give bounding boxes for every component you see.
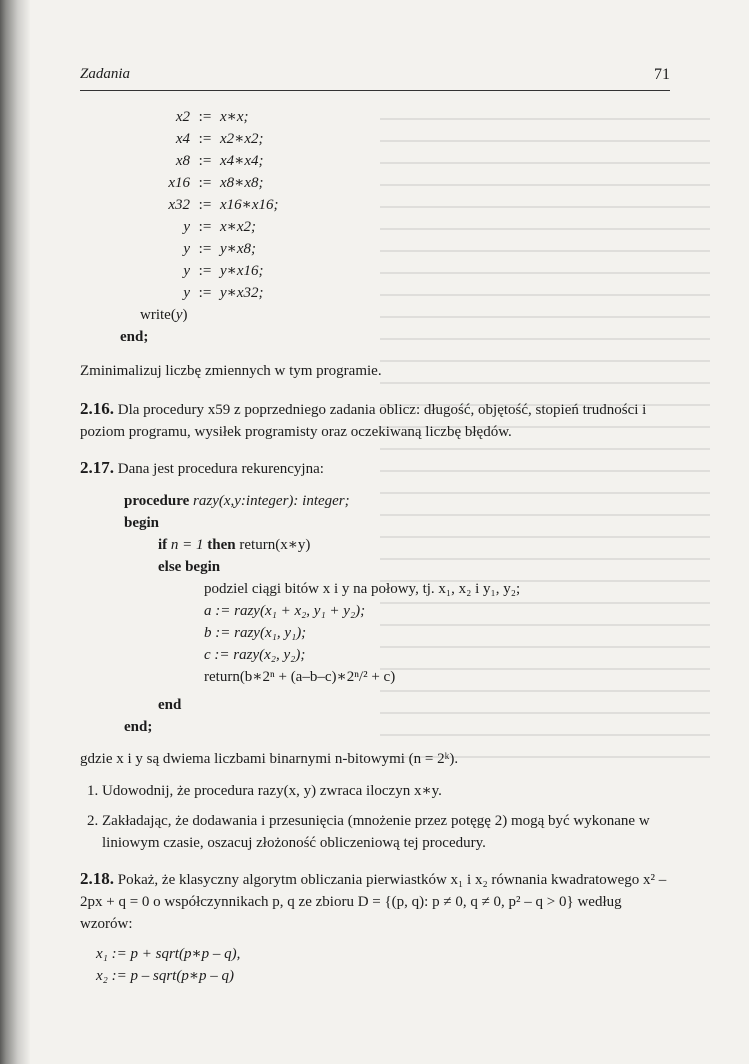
code-line: x4 := x2∗x2; xyxy=(175,131,264,147)
procedure-code: procedure razy(x,y:integer): integer; begin if n = 1 then return(x∗y) else begin podziel ciągi bitów x i y na połowy, tj. x₁, x₂ i y₁, y₂; a := razy(x₁ + x₂, y₁ + y₂); b := razy(x₁, y₁); c := razy(x₂, y₂); return(b∗2ⁿ + (a–b–c)∗2ⁿ/² + c) end end; xyxy=(124,493,521,735)
code-line: x16 := x8∗x8; xyxy=(168,175,264,191)
exercise-text: Pokaż, że klasyczny algorytm obliczania pierwiastków x₁ i x₂ równania kwadratowego x² – 2px + q = 0 o współczynnikach p, q ze zbioru D = {(p, q): p ≠ 0, q ≠ 0, p² – q > 0} według wzorów: xyxy=(80,872,667,932)
list-item: 1. Udowodnij, że procedura razy(x, y) zwraca iloczyn x∗y. xyxy=(102,780,672,802)
code-line: y := x∗x2; xyxy=(183,219,257,235)
exercise-2-18 xyxy=(80,868,672,935)
code-end: end; xyxy=(120,329,149,345)
formula-line: x₁ := p + sqrt(p∗p – q), xyxy=(96,946,241,962)
code-line: x2 := x∗x; xyxy=(175,109,249,125)
exercise-2-16 xyxy=(80,398,672,443)
minimize-paragraph: Zminimalizuj liczbę zmiennych w tym programie. xyxy=(80,363,382,379)
exercise-intro: Dana jest procedura rekurencyjna: xyxy=(117,461,324,477)
list-item: 2. Zakładając, że dodawania i przesunięcia (mnożenie przez potęgę 2) mogą być wykonane w liniowym czasie, oszacuj złożoność obliczeniową tej procedury. xyxy=(102,810,672,854)
code-line: y := y∗x8; xyxy=(183,241,257,257)
where-paragraph: gdzie x i y są dwiema liczbami binarnymi n-bitowymi (n = 2ᵏ). xyxy=(80,751,459,767)
page-content xyxy=(80,92,672,987)
page-number: 71 xyxy=(654,66,670,83)
exercise-text: Dla procedury x59 z poprzedniego zadania oblicz: długość, objętość, stopień trudności i poziom programu, wysiłek programisty oraz oczekiwaną liczbę błędów. xyxy=(80,402,647,440)
code-line: y := y∗x16; xyxy=(183,263,264,279)
code-line: y := y∗x32; xyxy=(183,285,264,301)
binding-shadow xyxy=(0,0,30,1064)
code-line: x32 := x16∗x16; xyxy=(168,197,279,213)
running-header xyxy=(80,66,670,91)
task-list xyxy=(80,780,672,854)
code-line: x8 := x4∗x4; xyxy=(175,153,264,169)
exercise-number: 2.16. xyxy=(80,399,114,418)
chapter-title: Zadania xyxy=(80,66,131,82)
formula-block xyxy=(96,943,672,987)
code-write-line: write(y) xyxy=(140,307,188,323)
formula-line: x₂ := p – sqrt(p∗p – q) xyxy=(96,968,235,984)
exercise-number: 2.18. xyxy=(80,869,114,888)
exercise-2-17 xyxy=(80,457,672,480)
code-block xyxy=(120,106,672,348)
exercise-number: 2.17. xyxy=(80,458,114,477)
